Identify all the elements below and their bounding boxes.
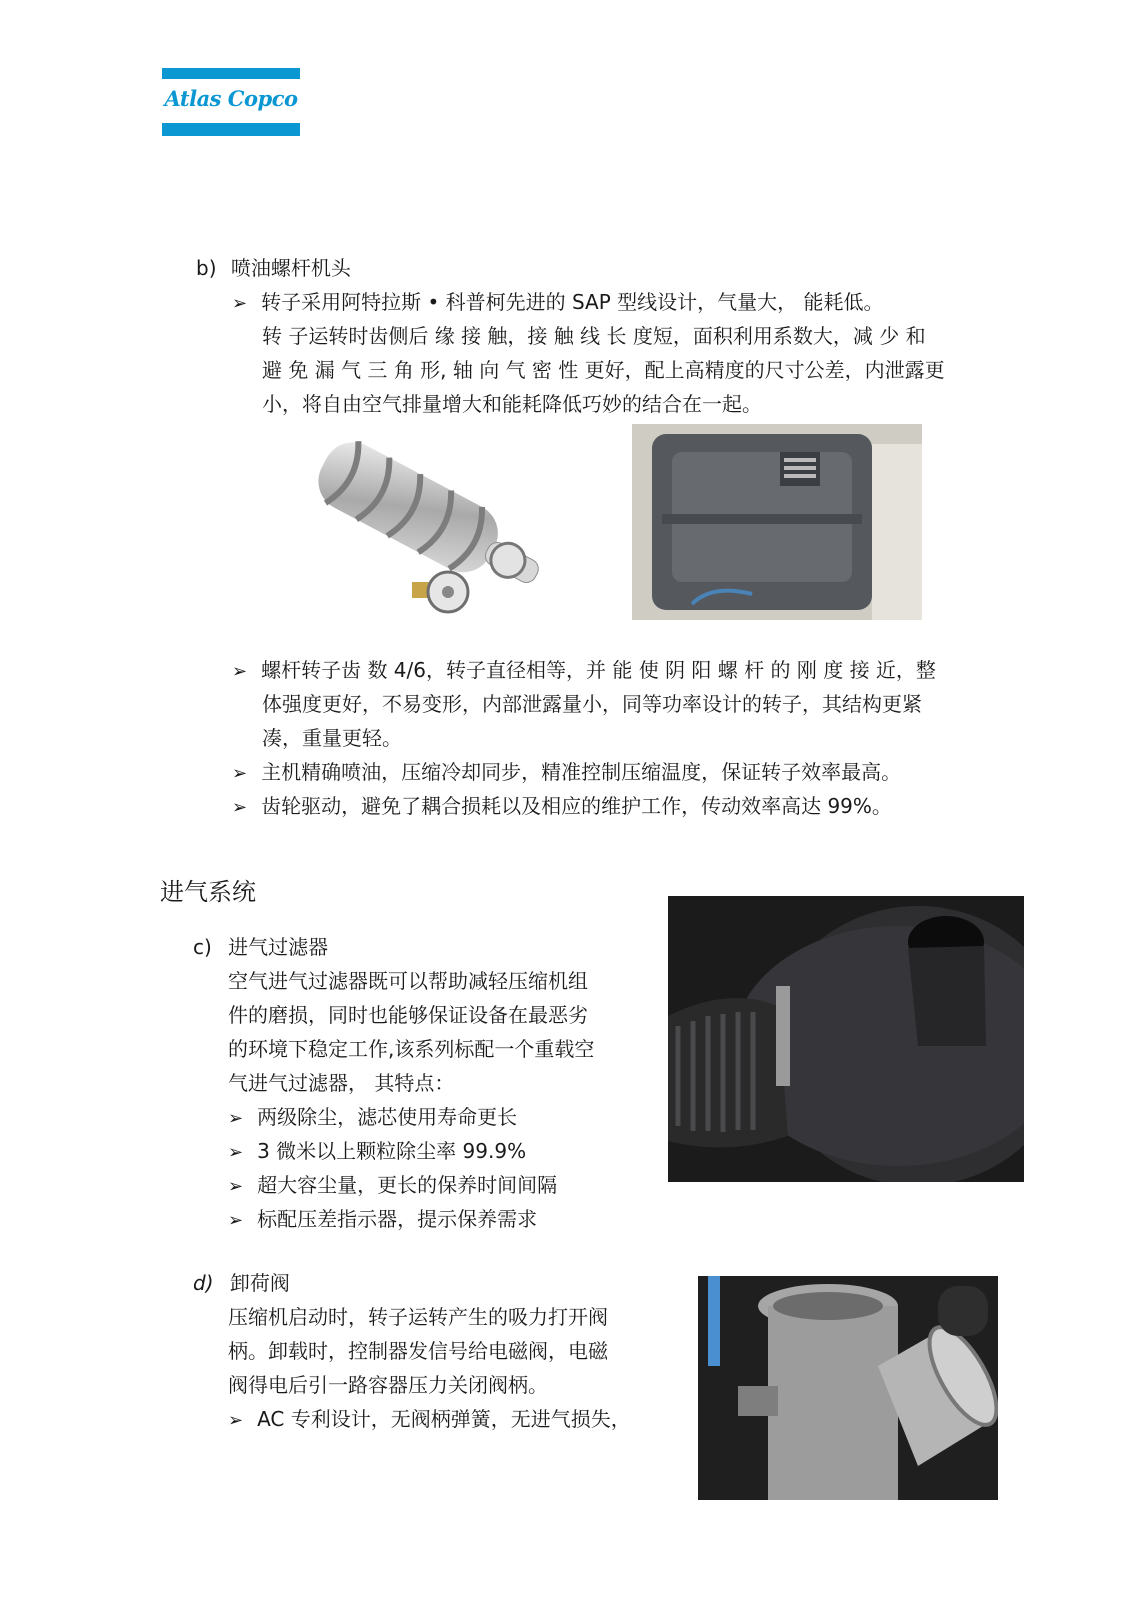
- paragraph-line: 压缩机启动时，转子运转产生的吸力打开阀: [228, 1305, 608, 1329]
- screw-rotor-photo: [272, 432, 572, 632]
- paragraph-line: 件的磨损，同时也能够保证设备在最恶劣: [228, 1003, 588, 1027]
- arrow-bullet-icon: ➢: [228, 1108, 244, 1129]
- bullet-text: 主机精确喷油，压缩冷却同步，精准控制压缩温度，保证转子效率最高。: [261, 760, 902, 784]
- bullet-item: [228, 1100, 517, 1136]
- paragraph-line: 凑，重量更轻。: [262, 726, 402, 750]
- paragraph-line: 的环境下稳定工作,该系列标配一个重载空: [228, 1037, 595, 1061]
- bullet-text: 齿轮驱动，避免了耦合损耗以及相应的维护工作，传动效率高达 99%。: [261, 794, 892, 818]
- bullet-text: 超大容尘量，更长的保养时间间隔: [257, 1173, 558, 1197]
- paragraph-line: 阀得电后引一路容器压力关闭阀柄。: [228, 1373, 548, 1397]
- arrow-bullet-icon: ➢: [228, 1410, 244, 1431]
- section-c-label: c): [193, 935, 212, 959]
- arrow-bullet-icon: ➢: [232, 797, 248, 818]
- logo-top-bar: [162, 68, 300, 79]
- arrow-bullet-icon: ➢: [232, 763, 248, 784]
- paragraph-line: 体强度更好，不易变形，内部泄露量小，同等功率设计的转子，其结构更紧: [262, 692, 922, 716]
- compressor-housing-photo: [632, 424, 922, 620]
- paragraph-line: 避 免 漏 气 三 角 形, 轴 向 气 密 性 更好，配上高精度的尺寸公差，内泄露更: [262, 358, 945, 382]
- arrow-bullet-icon: ➢: [232, 293, 248, 314]
- paragraph-line: 转 子运转时齿侧后 缘 接 触，接 触 线 长 度短，面积利用系数大，减 少 和: [262, 324, 926, 348]
- atlas-copco-logo: [162, 68, 300, 136]
- bullet-item: [228, 1134, 526, 1170]
- paragraph-line: 柄。卸载时，控制器发信号给电磁阀，电磁: [228, 1339, 608, 1363]
- bullet-item: [232, 285, 884, 321]
- logo-wordmark: Atlas Copco: [164, 86, 298, 111]
- paragraph-line: 气进气过滤器， 其特点：: [228, 1071, 455, 1095]
- arrow-bullet-icon: ➢: [228, 1142, 244, 1163]
- bullet-text: 标配压差指示器，提示保养需求: [257, 1207, 538, 1231]
- compressor-housing-illustration: [632, 424, 922, 620]
- bullet-item: [232, 755, 901, 791]
- arrow-bullet-icon: ➢: [232, 661, 248, 682]
- bullet-text: 螺杆转子齿 数 4/6，转子直径相等，并 能 使 阴 阳 螺 杆 的 刚 度 接 近，整: [261, 658, 936, 682]
- section-b-title: 喷油螺杆机头: [230, 256, 351, 280]
- screw-rotor-illustration: [272, 432, 572, 632]
- section-d-label: d): [193, 1271, 214, 1295]
- bullet-item: [228, 1202, 537, 1238]
- bullet-item: [228, 1168, 557, 1204]
- air-filter-photo: [668, 896, 1024, 1182]
- bullet-text: 两级除尘，滤芯使用寿命更长: [257, 1105, 518, 1129]
- section-c-heading: [193, 930, 328, 964]
- bullet-text: 转子采用阿特拉斯 • 科普柯先进的 SAP 型线设计，气量大， 能耗低。: [261, 290, 884, 314]
- bullet-text: 3 微米以上颗粒除尘率 99.9%: [257, 1139, 527, 1163]
- bullet-item: [228, 1402, 631, 1438]
- air-filter-illustration: [668, 896, 1024, 1182]
- intake-system-heading: 进气系统: [160, 878, 256, 906]
- paragraph-line: 小，将自由空气排量增大和能耗降低巧妙的结合在一起。: [262, 392, 762, 416]
- paragraph-line: 空气进气过滤器既可以帮助减轻压缩机组: [228, 969, 588, 993]
- unloader-valve-photo: [698, 1276, 998, 1500]
- bullet-item: [232, 653, 936, 689]
- logo-bottom-bar: [162, 123, 300, 136]
- section-d-title: 卸荷阀: [229, 1271, 290, 1295]
- section-b-label: b): [196, 256, 217, 280]
- arrow-bullet-icon: ➢: [228, 1210, 244, 1231]
- bullet-item: [232, 789, 892, 825]
- arrow-bullet-icon: ➢: [228, 1176, 244, 1197]
- section-c-title: 进气过滤器: [228, 935, 329, 959]
- section-d-heading: [193, 1266, 290, 1300]
- bullet-text: AC 专利设计，无阀柄弹簧，无进气损失，: [257, 1407, 631, 1431]
- section-b-heading: [196, 251, 351, 285]
- unloader-valve-illustration: [698, 1276, 998, 1500]
